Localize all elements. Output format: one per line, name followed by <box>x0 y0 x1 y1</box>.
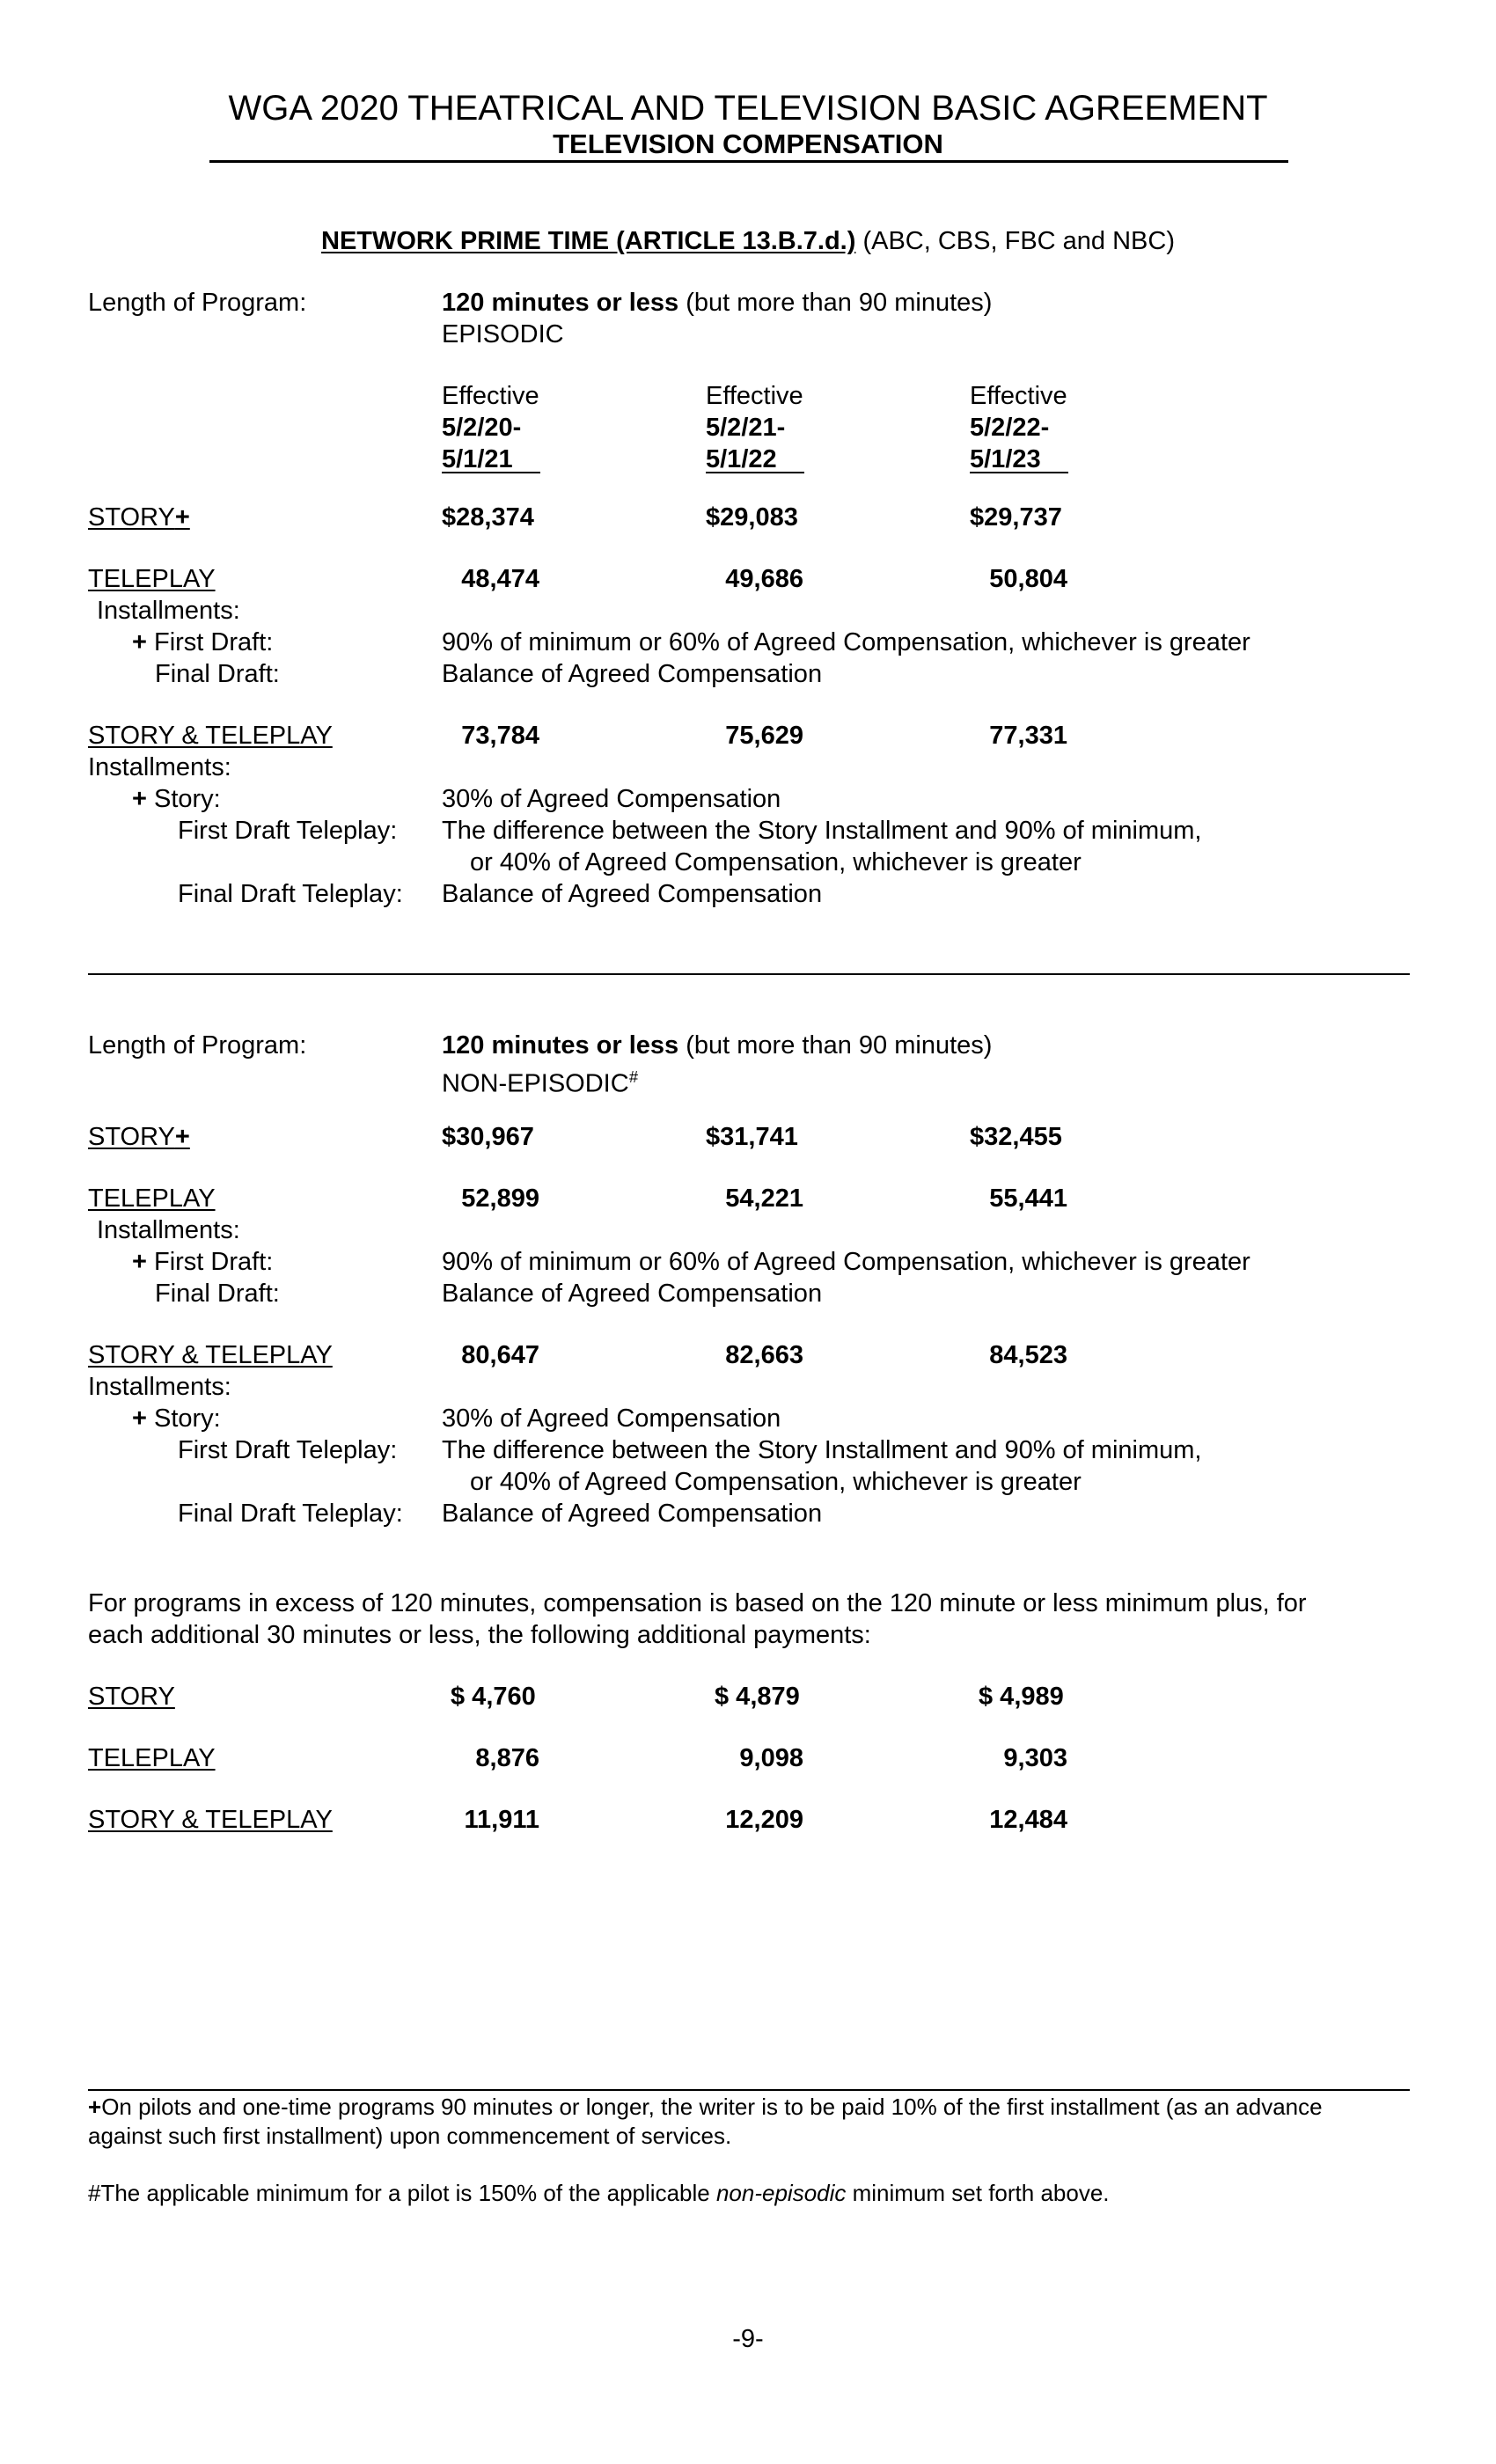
excess-st-value-2: 12,209 <box>725 1806 803 1834</box>
footnote-rule <box>88 2089 1410 2091</box>
episodic-story-teleplay-label: STORY & TELEPLAY <box>88 722 333 750</box>
col2-start: 5/2/21- <box>706 414 786 442</box>
episodic-teleplay-installments: Installments: <box>97 597 240 625</box>
excess-story-value-2: $ 4,879 <box>715 1683 800 1711</box>
excess-story-teleplay-label: STORY & TELEPLAY <box>88 1806 333 1834</box>
nonepisodic-tp-first-draft-text: 90% of minimum or 60% of Agreed Compensation, whichever is greater <box>442 1248 1250 1276</box>
episodic-tp-final-draft-label: Final Draft: <box>155 660 280 688</box>
nonepisodic-story-value-3: $32,455 <box>970 1123 1062 1151</box>
excess-st-value-1: 11,911 <box>464 1806 539 1834</box>
episodic-st-final-draft-text: Balance of Agreed Compensation <box>442 880 823 908</box>
footnote-plus-line-2: against such first installment) upon commencement of services. <box>88 2123 732 2149</box>
nonepisodic-teleplay-label: TELEPLAY <box>88 1184 216 1213</box>
nonepisodic-st-value-3: 84,523 <box>989 1341 1067 1369</box>
col2-effective: Effective <box>706 382 803 410</box>
episodic-st-story-text: 30% of Agreed Compensation <box>442 785 781 813</box>
episodic-teleplay-label: TELEPLAY <box>88 565 216 593</box>
footnote-hash: #The applicable minimum for a pilot is 150% of the applicable non-episodic minimum set forth above. <box>88 2180 1110 2206</box>
episodic-teleplay-value-2: 49,686 <box>725 565 803 593</box>
nonepisodic-length-value <box>442 1030 992 1061</box>
episodic-type: EPISODIC <box>442 320 564 348</box>
col1-underline <box>442 472 540 473</box>
nonepisodic-story-value-1: $30,967 <box>442 1123 534 1151</box>
document-title: WGA 2020 THEATRICAL AND TELEVISION BASIC AGREEMENT <box>228 89 1268 128</box>
excess-paragraph-line-1: For programs in excess of 120 minutes, compensation is based on the 120 minute or less minimum plus, for <box>88 1589 1307 1617</box>
episodic-story-label: STORY+ <box>88 503 190 532</box>
episodic-length-value <box>442 287 992 319</box>
nonepisodic-st-first-draft-text-1: The difference between the Story Installment and 90% of minimum, <box>442 1436 1202 1464</box>
col2-underline <box>706 472 804 473</box>
episodic-st-installments: Installments: <box>88 753 231 781</box>
nonepisodic-length-label: Length of Program: <box>88 1031 307 1060</box>
episodic-teleplay-value-3: 50,804 <box>989 565 1067 593</box>
nonepisodic-st-first-draft-label: First Draft Teleplay: <box>178 1436 398 1464</box>
nonepisodic-story-label: STORY+ <box>88 1123 190 1151</box>
col3-start: 5/2/22- <box>970 414 1050 442</box>
nonepisodic-teleplay-value-2: 54,221 <box>725 1184 803 1213</box>
excess-story-value-3: $ 4,989 <box>979 1683 1064 1711</box>
nonepisodic-teleplay-value-1: 52,899 <box>461 1184 539 1213</box>
nonepisodic-st-value-1: 80,647 <box>461 1341 539 1369</box>
episodic-st-value-3: 77,331 <box>989 722 1067 750</box>
nonepisodic-teleplay-installments: Installments: <box>97 1216 240 1244</box>
col1-start: 5/2/20- <box>442 414 522 442</box>
section-divider <box>88 973 1410 975</box>
nonepisodic-tp-final-draft-text: Balance of Agreed Compensation <box>442 1280 823 1308</box>
excess-story-value-1: $ 4,760 <box>451 1683 536 1711</box>
episodic-st-value-1: 73,784 <box>461 722 539 750</box>
episodic-story-value-1: $28,374 <box>442 503 534 532</box>
episodic-length-bold: 120 minutes or less <box>442 289 679 317</box>
col3-underline <box>970 472 1068 473</box>
episodic-tp-final-draft-text: Balance of Agreed Compensation <box>442 660 823 688</box>
nonepisodic-st-first-draft-text-2: or 40% of Agreed Compensation, whichever is greater <box>470 1468 1082 1496</box>
excess-st-value-3: 12,484 <box>989 1806 1067 1834</box>
episodic-st-final-draft-label: Final Draft Teleplay: <box>178 880 403 908</box>
excess-teleplay-value-3: 9,303 <box>1003 1744 1067 1772</box>
col3-end: 5/1/23 <box>970 445 1041 473</box>
nonepisodic-story-value-2: $31,741 <box>706 1123 798 1151</box>
episodic-tp-first-draft-label: + First Draft: <box>132 628 274 656</box>
nonepisodic-st-final-draft-label: Final Draft Teleplay: <box>178 1500 403 1528</box>
episodic-st-story-label: + Story: <box>132 785 221 813</box>
episodic-st-first-draft-text-2: or 40% of Agreed Compensation, whichever is greater <box>470 848 1082 876</box>
excess-teleplay-value-2: 9,098 <box>739 1744 803 1772</box>
episodic-st-value-2: 75,629 <box>725 722 803 750</box>
nonepisodic-length-bold: 120 minutes or less <box>442 1031 679 1060</box>
footnote-plus-line-1: +On pilots and one-time programs 90 minutes or longer, the writer is to be paid 10% of the first installment (as an advance <box>88 2094 1323 2120</box>
document-subtitle: TELEVISION COMPENSATION <box>553 128 943 159</box>
section-heading-networks: (ABC, CBS, FBC and NBC) <box>855 227 1175 255</box>
nonepisodic-tp-first-draft-label: + First Draft: <box>132 1248 274 1276</box>
excess-teleplay-label: TELEPLAY <box>88 1744 216 1772</box>
nonepisodic-length-rest: (but more than 90 minutes) <box>678 1031 993 1060</box>
episodic-length-label: Length of Program: <box>88 289 307 317</box>
nonepisodic-tp-final-draft-label: Final Draft: <box>155 1280 280 1308</box>
episodic-story-value-2: $29,083 <box>706 503 798 532</box>
nonepisodic-st-final-draft-text: Balance of Agreed Compensation <box>442 1500 823 1528</box>
section-heading <box>0 225 1496 257</box>
episodic-story-value-3: $29,737 <box>970 503 1062 532</box>
col2-end: 5/1/22 <box>706 445 777 473</box>
nonepisodic-teleplay-value-3: 55,441 <box>989 1184 1067 1213</box>
excess-paragraph-line-2: each additional 30 minutes or less, the following additional payments: <box>88 1621 871 1649</box>
episodic-teleplay-value-1: 48,474 <box>461 565 539 593</box>
col1-end: 5/1/21 <box>442 445 513 473</box>
col1-effective: Effective <box>442 382 539 410</box>
episodic-tp-first-draft-text: 90% of minimum or 60% of Agreed Compensation, whichever is greater <box>442 628 1250 656</box>
page-number: -9- <box>732 2325 764 2353</box>
nonepisodic-story-teleplay-label: STORY & TELEPLAY <box>88 1341 333 1369</box>
section-heading-article: NETWORK PRIME TIME (ARTICLE 13.B.7.d.) <box>321 227 856 255</box>
nonepisodic-type: NON-EPISODIC# <box>442 1068 638 1098</box>
episodic-length-rest: (but more than 90 minutes) <box>678 289 993 317</box>
episodic-st-first-draft-label: First Draft Teleplay: <box>178 817 398 845</box>
header-rule <box>209 160 1288 163</box>
nonepisodic-st-installments: Installments: <box>88 1373 231 1401</box>
excess-teleplay-value-1: 8,876 <box>475 1744 539 1772</box>
nonepisodic-st-story-label: + Story: <box>132 1404 221 1433</box>
excess-story-label: STORY <box>88 1683 175 1711</box>
nonepisodic-st-story-text: 30% of Agreed Compensation <box>442 1404 781 1433</box>
col3-effective: Effective <box>970 382 1067 410</box>
nonepisodic-st-value-2: 82,663 <box>725 1341 803 1369</box>
episodic-st-first-draft-text-1: The difference between the Story Installment and 90% of minimum, <box>442 817 1202 845</box>
